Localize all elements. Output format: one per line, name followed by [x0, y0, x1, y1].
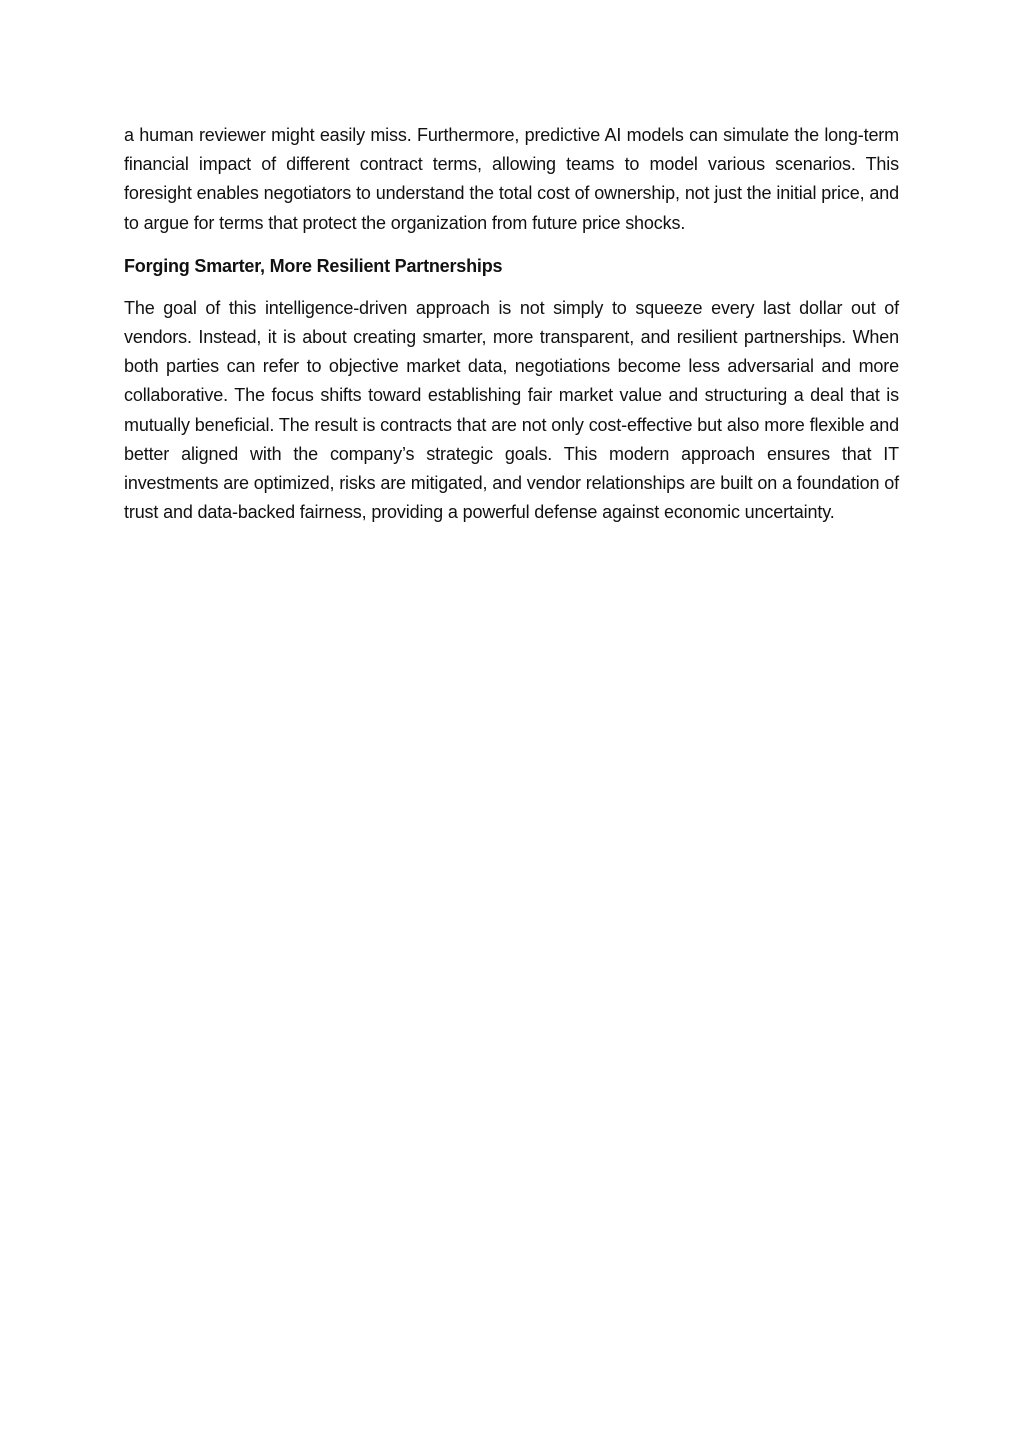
document-page — [124, 121, 899, 527]
body-paragraph: a human reviewer might easily miss. Furthermore, predictive AI models can simulate the long-term financial impact of different contract terms, allowing teams to model various scenarios. This foresight enables negotiators to understand the total cost of ownership, not just the initial price, and to argue for terms that protect the organization from future price shocks. — [124, 125, 899, 233]
body-paragraph: The goal of this intelligence-driven approach is not simply to squeeze every last dollar out of vendors. Instead, it is about creating smarter, more transparent, and resilient partnerships. When both parties can refer to objective market data, negotiations become less adversarial and more collaborative. The focus shifts toward establishing fair market value and structuring a deal that is mutually beneficial. The result is contracts that are not only cost-effective but also more flexible and better aligned with the company’s strategic goals. This modern approach ensures that IT investments are optimized, risks are mitigated, and vendor relationships are built on a foundation of trust and data-backed fairness, providing a powerful defense against economic uncertainty. — [124, 297, 899, 523]
section-heading: Forging Smarter, More Resilient Partnerships — [124, 255, 503, 276]
